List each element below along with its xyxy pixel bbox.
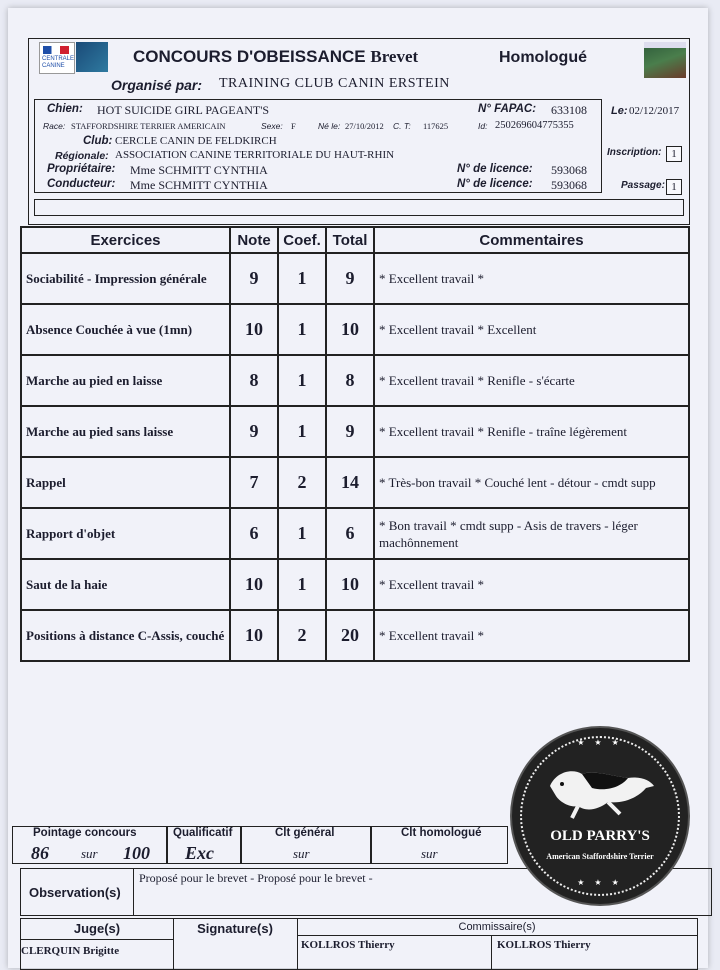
licence-value-2: 593068: [551, 178, 587, 192]
exercise-comment: * Excellent travail *: [374, 559, 689, 610]
qualificatif-value: Exc: [185, 843, 214, 863]
exercise-coef: 2: [278, 457, 326, 508]
exercise-name: Rappel: [21, 457, 230, 508]
exercise-note: 8: [230, 355, 278, 406]
ct-value: 117625: [423, 121, 449, 131]
exercise-note: 10: [230, 304, 278, 355]
badge-subtitle: American Staffordshire Terrier: [546, 852, 654, 861]
regionale-label: Régionale:: [55, 150, 109, 162]
exercise-name: Saut de la haie: [21, 559, 230, 610]
exercise-coef: 1: [278, 304, 326, 355]
header-box: [28, 38, 690, 225]
conducteur-label: Conducteur:: [47, 178, 116, 190]
signature-cell: [173, 919, 298, 969]
juge-name: CLERQUIN Brigitte: [21, 945, 120, 957]
clt-homologue-label: Clt homologué: [401, 827, 482, 839]
pointage-box: [12, 826, 168, 864]
fapac-value: 633108: [551, 103, 587, 117]
exercise-total: 8: [326, 355, 374, 406]
badge-stars-top: ★ ★ ★: [577, 738, 623, 747]
centrale-canine-logo: CENTRALE CANINE: [39, 42, 109, 74]
exercise-total: 20: [326, 610, 374, 661]
conducteur-value: Mme SCHMITT CYNTHIA: [130, 178, 268, 192]
dog-icon: [542, 758, 658, 822]
commissaire-2: KOLLROS Thierry: [497, 939, 591, 951]
sur-label: sur: [81, 846, 98, 861]
homologue-label: Homologué: [499, 49, 587, 66]
exercise-total: 9: [326, 406, 374, 457]
exercise-note: 10: [230, 559, 278, 610]
exercise-note: 9: [230, 406, 278, 457]
clt-general-label: Clt général: [275, 827, 335, 839]
exercise-total: 10: [326, 559, 374, 610]
id-value: 250269604775355: [495, 120, 574, 131]
exercise-comment: * Excellent travail *: [374, 610, 689, 661]
dog-info-box: [34, 99, 602, 193]
exercise-comment: * Excellent travail * Renifle - s'écarte: [374, 355, 689, 406]
table-row: [21, 253, 689, 304]
old-parrys-badge: [512, 728, 688, 904]
signatures-box: [20, 918, 698, 970]
club-photo-logo: [644, 42, 686, 78]
exercise-name: Marche au pied en laisse: [21, 355, 230, 406]
exercise-total: 14: [326, 457, 374, 508]
proprietaire-label: Propriétaire:: [47, 163, 116, 175]
badge-stars-bottom: ★ ★ ★: [577, 878, 623, 887]
table-row: [21, 508, 689, 559]
date-value: 02/12/2017: [629, 105, 680, 117]
points-value: 86: [31, 843, 49, 863]
col-exercices: Exercices: [21, 227, 230, 253]
organiser-name: TRAINING CLUB CANIN ERSTEIN: [219, 76, 450, 91]
ne-value: 27/10/2012: [345, 121, 384, 131]
signature-label: Signature(s): [197, 921, 273, 936]
clt-general-sur: sur: [293, 846, 310, 861]
licence-value-1: 593068: [551, 163, 587, 177]
table-row: [21, 559, 689, 610]
exercise-name: Sociabilité - Impression générale: [21, 253, 230, 304]
col-note: Note: [230, 227, 278, 253]
organised-label: Organisé par:: [111, 77, 203, 93]
ne-label: Né le:: [318, 121, 341, 131]
fapac-label: N° FAPAC:: [478, 103, 537, 115]
exercise-coef: 1: [278, 559, 326, 610]
clt-homologue-box: [370, 826, 508, 864]
exercise-coef: 1: [278, 253, 326, 304]
exercise-comment: * Bon travail * cmdt supp - Asis de travers - léger machônnement: [374, 508, 689, 559]
exercise-name: Absence Couchée à vue (1mn): [21, 304, 230, 355]
exercise-comment: * Très-bon travail * Couché lent - détour - cmdt supp: [374, 457, 689, 508]
max-points-value: 100: [123, 843, 150, 863]
licence-label-1: N° de licence:: [457, 163, 533, 175]
page-title: CONCOURS D'OBEISSANCE Brevet: [133, 47, 419, 66]
inscription-label: Inscription:: [607, 147, 662, 158]
pointage-label: Pointage concours: [33, 827, 137, 839]
exercise-comment: * Excellent travail * Renifle - traîne légèrement: [374, 406, 689, 457]
exercise-note: 7: [230, 457, 278, 508]
observation-label: Observation(s): [29, 885, 121, 900]
passage-value: 1: [666, 179, 682, 195]
blank-line-box: [34, 199, 684, 216]
sexe-label: Sexe:: [261, 121, 283, 131]
race-label: Race:: [43, 121, 66, 131]
ct-label: C. T:: [393, 121, 411, 131]
exercise-total: 10: [326, 304, 374, 355]
proprietaire-value: Mme SCHMITT CYNTHIA: [130, 163, 268, 177]
chien-value: HOT SUICIDE GIRL PAGEANT'S: [97, 103, 270, 117]
table-row: [21, 610, 689, 661]
exercise-name: Positions à distance C-Assis, couché: [21, 610, 230, 661]
table-row: [21, 406, 689, 457]
qualificatif-box: [166, 826, 242, 864]
exercise-coef: 2: [278, 610, 326, 661]
regionale-value: ASSOCIATION CANINE TERRITORIALE DU HAUT-RHIN: [115, 149, 395, 161]
inscription-value: 1: [666, 146, 682, 162]
passage-label: Passage:: [621, 180, 665, 191]
exercise-name: Rapport d'objet: [21, 508, 230, 559]
observation-text: Proposé pour le brevet - Proposé pour le brevet -: [139, 871, 373, 885]
clt-general-box: [240, 826, 372, 864]
exercise-note: 10: [230, 610, 278, 661]
commissaire-label: Commissaire(s): [458, 921, 536, 933]
juges-cell: [21, 919, 174, 969]
table-row: [21, 304, 689, 355]
exercise-comment: * Excellent travail * Excellent: [374, 304, 689, 355]
col-commentaires: Commentaires: [374, 227, 689, 253]
club-value: CERCLE CANIN DE FELDKIRCH: [115, 135, 277, 147]
id-label: Id:: [478, 121, 488, 131]
exercise-table: [20, 226, 690, 662]
col-coef: Coef.: [278, 227, 326, 253]
exercise-comment: * Excellent travail *: [374, 253, 689, 304]
col-total: Total: [326, 227, 374, 253]
clt-homologue-sur: sur: [421, 846, 438, 861]
exercise-note: 9: [230, 253, 278, 304]
exercise-note: 6: [230, 508, 278, 559]
chien-label: Chien:: [47, 103, 83, 115]
exercise-coef: 1: [278, 355, 326, 406]
juges-label: Juge(s): [73, 921, 121, 936]
commissaire-1: KOLLROS Thierry: [301, 939, 395, 951]
sexe-value: F: [291, 121, 296, 131]
commissaire-cell: [297, 919, 697, 969]
exercise-name: Marche au pied sans laisse: [21, 406, 230, 457]
qualificatif-label: Qualificatif: [173, 827, 233, 839]
club-label: Club:: [83, 135, 113, 147]
exercise-coef: 1: [278, 406, 326, 457]
table-row: [21, 355, 689, 406]
licence-label-2: N° de licence:: [457, 178, 533, 190]
exercise-total: 6: [326, 508, 374, 559]
exercise-coef: 1: [278, 508, 326, 559]
race-value: STAFFORDSHIRE TERRIER AMERICAIN: [71, 121, 226, 131]
date-label: Le:: [611, 105, 628, 117]
exercise-total: 9: [326, 253, 374, 304]
badge-name: OLD PARRY'S: [550, 828, 650, 844]
table-row: [21, 457, 689, 508]
